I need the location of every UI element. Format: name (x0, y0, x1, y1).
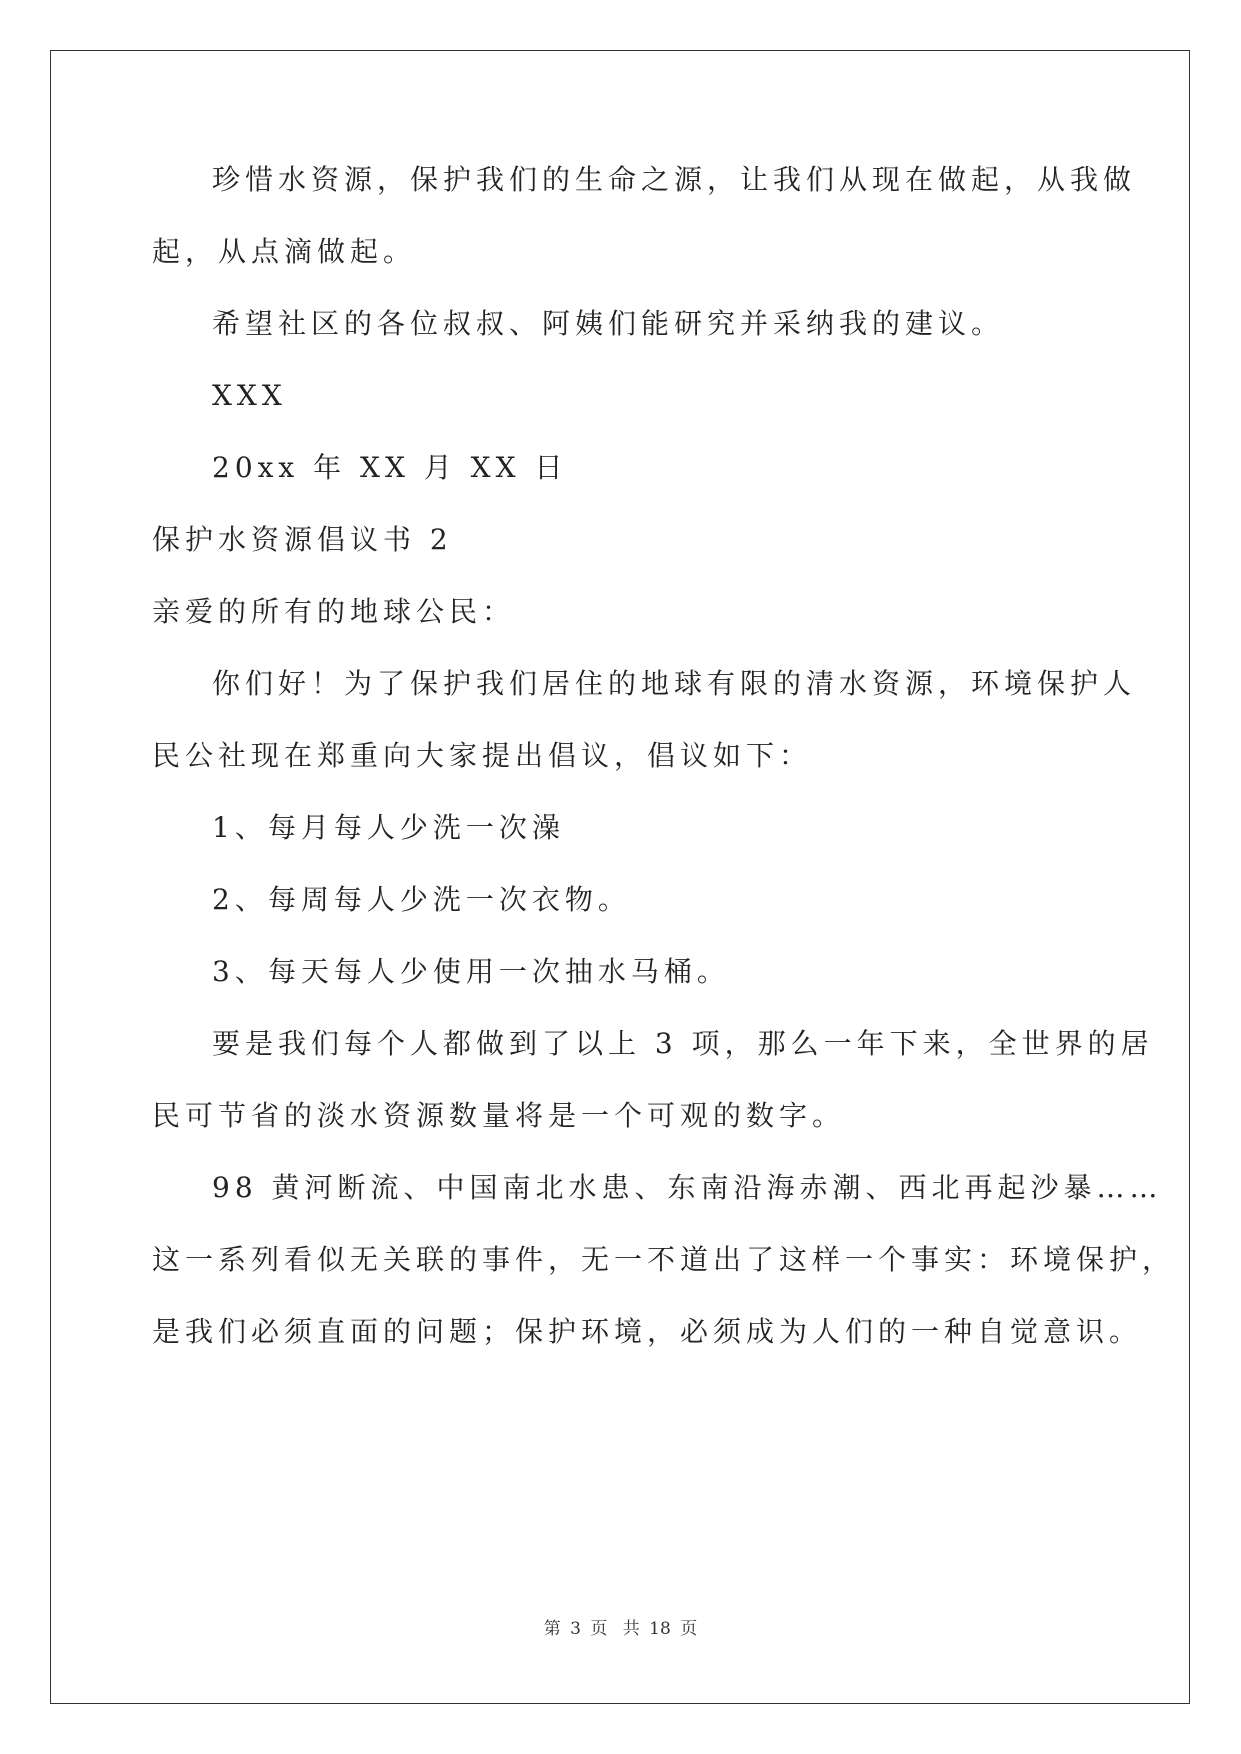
paragraph-line: 98 黄河断流、中国南北水患、东南沿海赤潮、西北再起沙暴…… (212, 1171, 1163, 1204)
paragraph-line: 珍惜水资源，保护我们的生命之源，让我们从现在做起，从我做 (212, 163, 1137, 196)
page-number: 第 3 页 (543, 1619, 608, 1639)
list-item: 3、每天每人少使用一次抽水马桶。 (212, 955, 730, 988)
paragraph-line: 这一系列看似无关联的事件，无一不道出了这样一个事实：环境保护， (152, 1243, 1176, 1276)
section-title: 保护水资源倡议书 2 (152, 523, 453, 556)
list-item: 2、每周每人少洗一次衣物。 (212, 883, 631, 916)
paragraph-line: 民可节省的淡水资源数量将是一个可观的数字。 (152, 1099, 846, 1132)
paragraph-line: 你们好！为了保护我们居住的地球有限的清水资源，环境保护人 (212, 667, 1137, 700)
paragraph-line: 是我们必须直面的问题；保护环境，必须成为人们的一种自觉意识。 (152, 1315, 1143, 1348)
paragraph-line: 要是我们每个人都做到了以上 3 项，那么一年下来，全世界的居 (212, 1027, 1154, 1060)
page-border (50, 50, 1190, 1704)
paragraph-line: 起，从点滴做起。 (152, 235, 417, 268)
signature-name: XXX (212, 379, 287, 412)
salutation: 亲爱的所有的地球公民： (152, 595, 516, 628)
paragraph-line: 民公社现在郑重向大家提出倡议，倡议如下： (152, 739, 813, 772)
paragraph-line: 希望社区的各位叔叔、阿姨们能研究并采纳我的建议。 (212, 307, 1005, 340)
signature-date: 20xx 年 XX 月 XX 日 (212, 451, 568, 484)
list-item: 1、每月每人少洗一次澡 (212, 811, 565, 844)
page-total: 共 18 页 (622, 1619, 698, 1639)
page-footer (0, 1614, 1241, 1639)
